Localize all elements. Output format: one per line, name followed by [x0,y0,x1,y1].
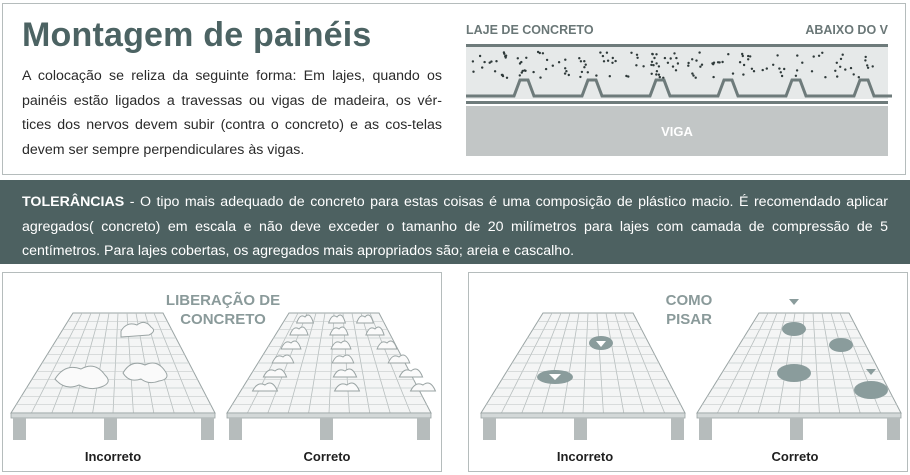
label-incorrect-walk: Incorreto [556,449,614,464]
beam-label: VIGA [661,124,693,139]
tolerances-band [0,180,910,264]
label-correct-walk: Correto [771,449,819,464]
concrete-release-title-line2: CONCRETO [180,311,266,328]
walking-illustration [469,273,909,443]
concrete-release-title-line1: LIBERAÇÃO DE [165,292,281,309]
slab-label-under-v: ABAIXO DO V [805,23,888,37]
concrete-layer [466,47,888,99]
walking-title-line1: COMO [665,292,713,309]
intro-text: A colocação se reliza da seguinte forma: Em lajes, quando os painéis estão ligados a travessas ou vigas de madeira, os vér-tices dos nervos devem subir (contra o concreto) e as cos-telas devem ser sempre perpendiculares às vigas. [22,68,442,158]
slab-cross-section-diagram [462,14,892,162]
concrete-release-illustration [3,273,443,443]
tolerances-text [22,190,888,264]
arrow-marker-icon [789,299,799,305]
page-title: Montagem de painéis [22,16,372,54]
label-incorrect-release: Incorreto [84,449,142,464]
walking-panel [468,272,908,472]
concrete-release-panel [2,272,442,472]
label-correct-release: Correto [303,449,351,464]
walking-title-line2: PISAR [666,311,712,328]
slab-top-line [466,44,888,47]
slab-label-concrete: LAJE DE CONCRETO [466,23,594,37]
deck-incorrect-walk [481,313,685,440]
tolerances-body: - O tipo mais adequado de concreto para estas coisas é uma composição de plástico macio. É recomendado aplicar agregados( concreto) em escala e não deve exceder o tamanho de 20 milímetros para lajes com camada de compressão de 5 centímetros. Para lajes cobertas, os agregados mais apropriados são; areia e cascalho. [22,194,888,259]
beam-top-line [466,101,888,104]
tolerances-heading: TOLERÂNCIAS [22,194,125,210]
deck-incorrect [11,313,215,440]
